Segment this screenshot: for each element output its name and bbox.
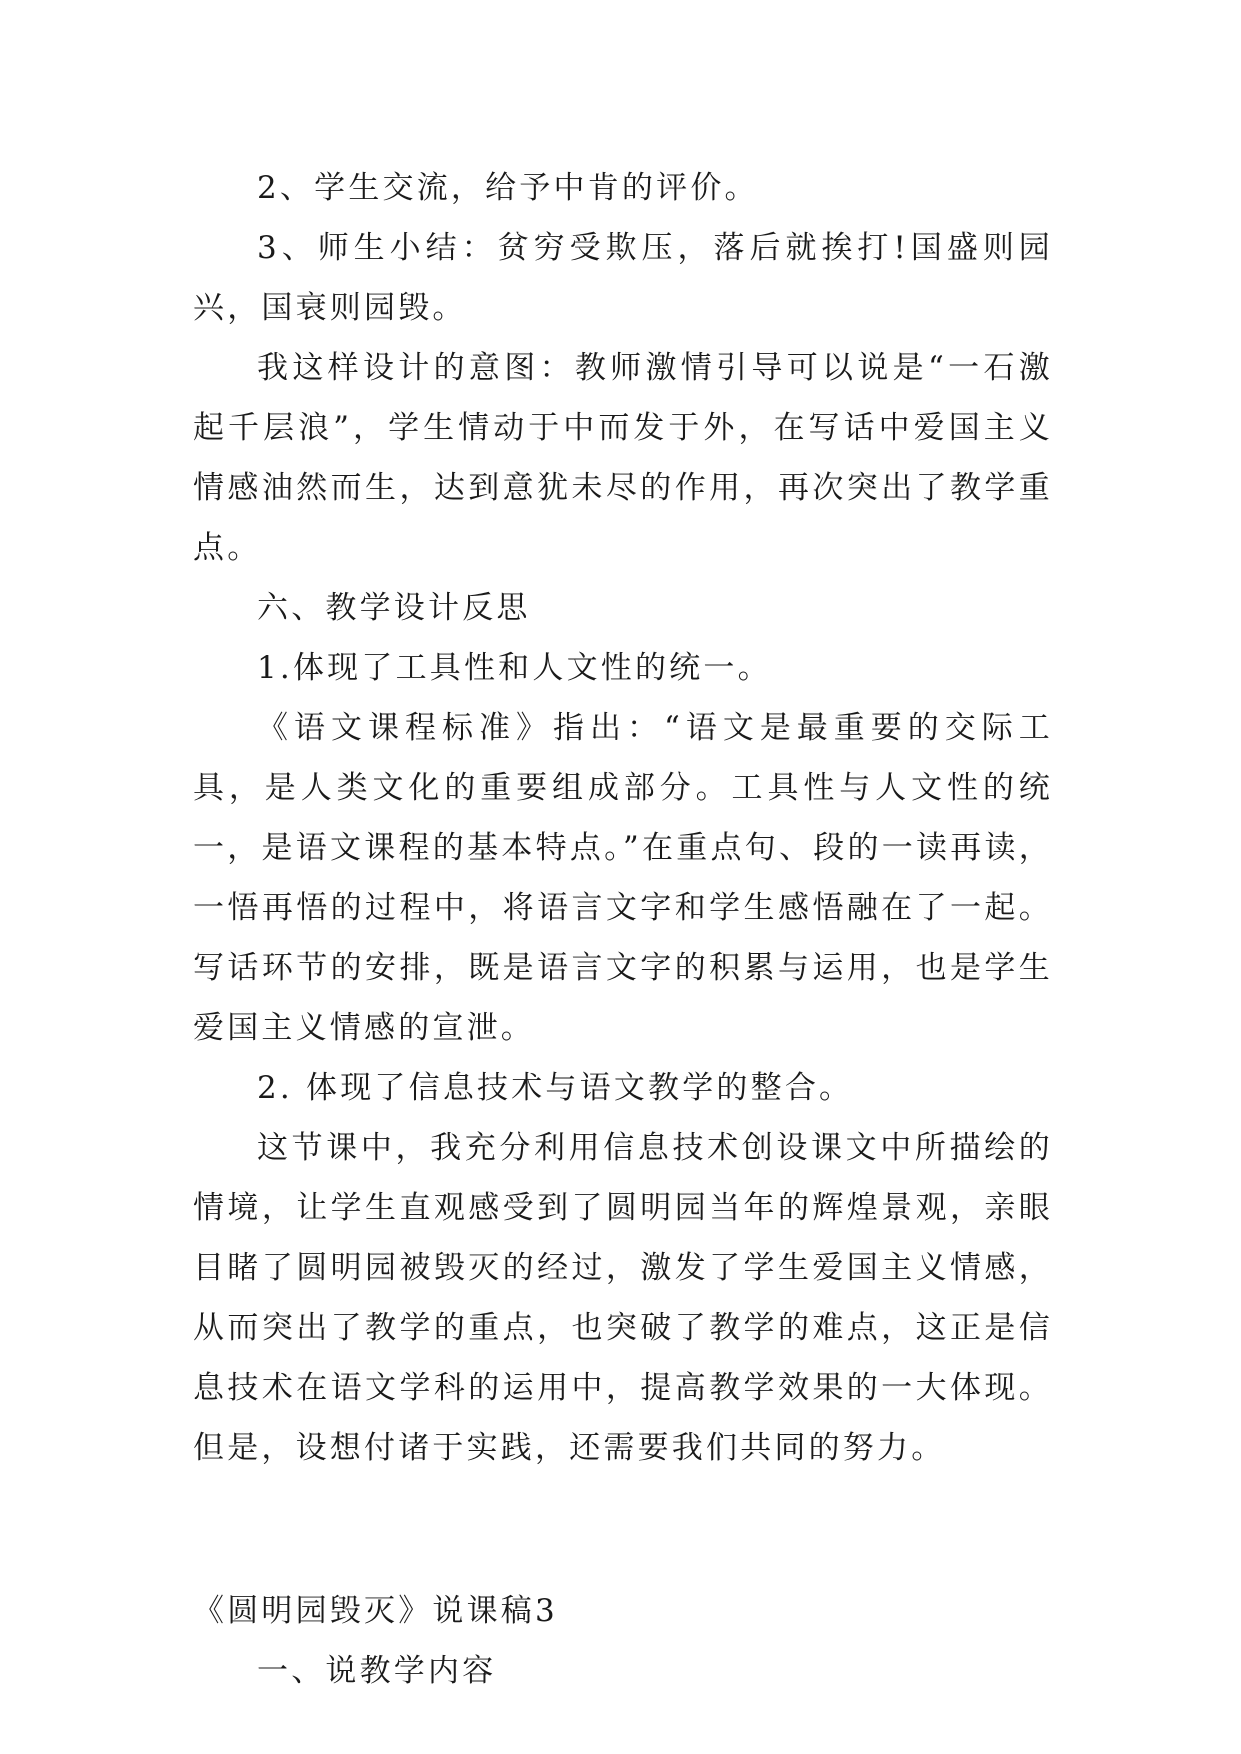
- subheading-it-integration: 2. 体现了信息技术与语文教学的整合。: [257, 1070, 854, 1106]
- section-title: 《圆明园毁灭》说课稿3: [193, 1593, 558, 1629]
- paragraph-it-usage: 这节课中，我充分利用信息技术创设课文中所描绘的情境，让学生直观感受到了圆明园当年的辉煌景观，亲眼目睹了圆明园被毁灭的经过，激发了学生爱国主义情感，从而突出了教学的重点，也突破了教学的难点，这正是信息技术在语文学科的运用中，提高教学效果的一大体现。但是，设想付诸于实践，还需要我们共同的努力。: [193, 1130, 1053, 1466]
- paragraph-design-intent: 我这样设计的意图：教师激情引导可以说是“一石激起千层浪”，学生情动于中而发于外，在写话中爱国主义情感油然而生，达到意犹未尽的作用，再次突出了教学重点。: [193, 350, 1053, 566]
- document-body: [193, 158, 1053, 1701]
- subheading-unity: 1.体现了工具性和人文性的统一。: [257, 650, 772, 686]
- paragraph-student-exchange: 2、学生交流，给予中肯的评价。: [257, 170, 759, 206]
- paragraph-summary: 3、师生小结：贫穷受欺压，落后就挨打!国盛则园兴，国衰则园毁。: [193, 230, 1053, 326]
- heading-reflection: 六、教学设计反思: [257, 590, 531, 626]
- paragraph-curriculum-standard: 《语文课程标准》指出：“语文是最重要的交际工具，是人类文化的重要组成部分。工具性与人文性的统一，是语文课程的基本特点。”在重点句、段的一读再读，一悟再悟的过程中，将语言文字和学生感悟融在了一起。写话环节的安排，既是语言文字的积累与运用，也是学生爱国主义情感的宣泄。: [193, 710, 1053, 1046]
- section-first-heading: 一、说教学内容: [257, 1653, 497, 1689]
